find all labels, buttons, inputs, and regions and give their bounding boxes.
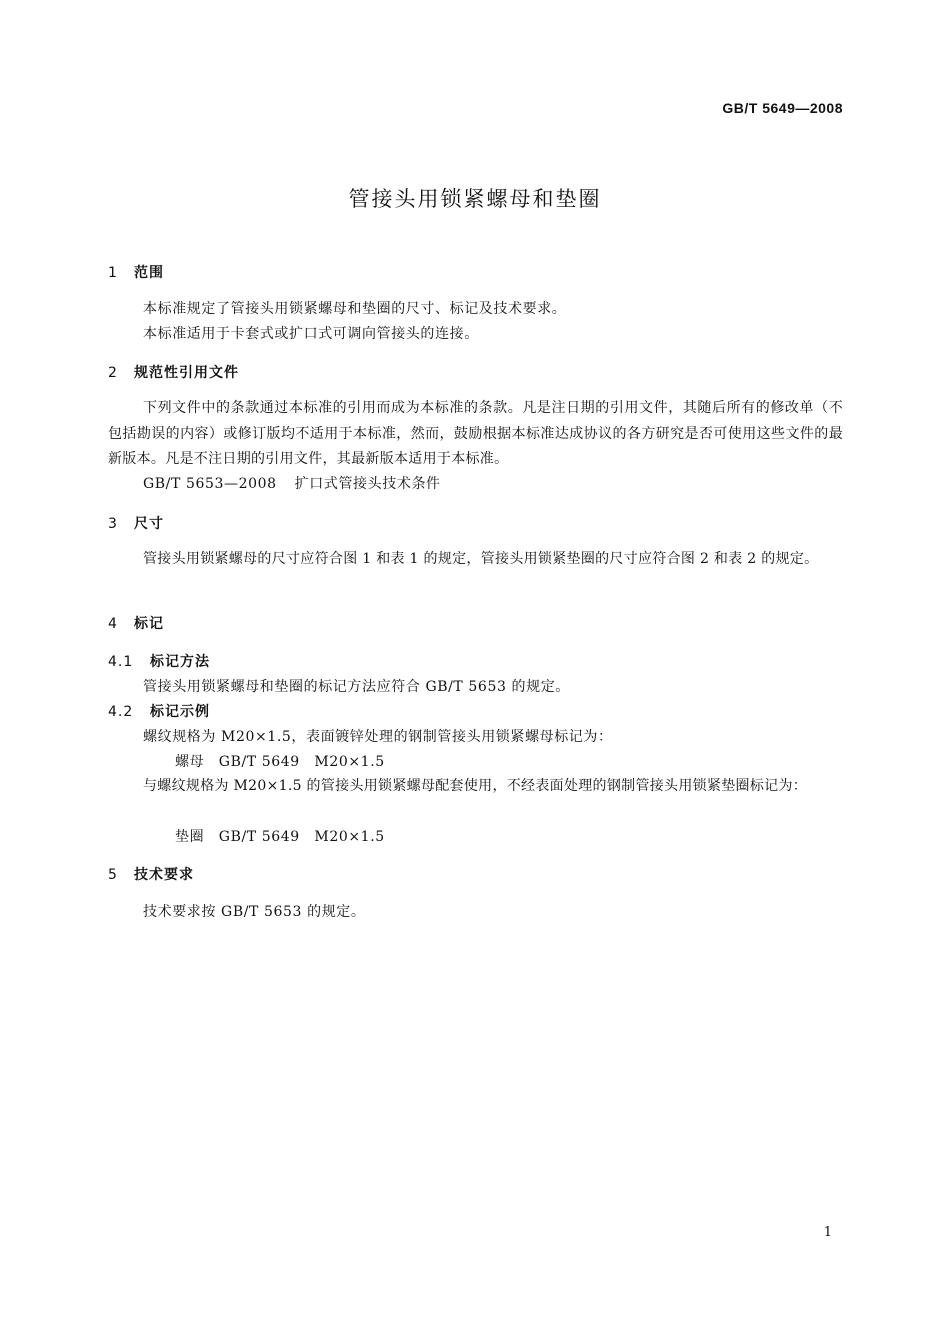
section-2-paragraph-text: 下列文件中的条款通过本标准的引用而成为本标准的条款。凡是注日期的引用文件，其随后所有的修改单（不包括勘误的内容）或修订版均不适用于本标准，然而，鼓励根据本标准达成协议的各方研究是否可使用这些文件的最新版本。凡是不注日期的引用文件，其最新版本适用于本标准。	[108, 400, 843, 467]
section-3-title: 尺寸	[134, 516, 164, 532]
section-2-paragraph	[108, 396, 843, 473]
section-4-title: 标记	[134, 616, 164, 632]
section-4-number: 4	[108, 616, 118, 632]
section-1-title: 范围	[134, 265, 164, 281]
section-2-number: 2	[108, 365, 118, 381]
section-4-1-paragraph: 管接头用锁紧螺母和垫圈的标记方法应符合 GB/T 5653 的规定。	[143, 679, 570, 695]
section-2-heading	[108, 362, 239, 382]
section-4-2-title: 标记示例	[150, 704, 210, 720]
section-4-2-heading	[108, 701, 210, 721]
section-1-paragraph-1: 本标准规定了管接头用锁紧螺母和垫圈的尺寸、标记及技术要求。	[143, 301, 567, 317]
section-5-heading	[108, 864, 194, 884]
section-3-paragraph	[108, 547, 843, 573]
reference-code: GB/T 5653—2008	[143, 476, 277, 492]
section-2-title: 规范性引用文件	[134, 365, 239, 381]
section-5-paragraph: 技术要求按 GB/T 5653 的规定。	[143, 904, 366, 920]
marking-example-washer: 垫圈 GB/T 5649 M20×1.5	[175, 829, 385, 845]
section-4-1-number: 4.1	[108, 654, 134, 670]
reference-title: 扩口式管接头技术条件	[294, 476, 441, 492]
section-4-heading	[108, 613, 164, 633]
section-3-heading	[108, 513, 164, 533]
normative-reference	[143, 473, 441, 493]
section-5-title: 技术要求	[134, 867, 194, 883]
section-4-2-paragraph-2-text: 与螺纹规格为 M20×1.5 的管接头用锁紧螺母配套使用，不经表面处理的钢制管接头用锁紧垫圈标记为：	[143, 778, 808, 794]
document-title: 管接头用锁紧螺母和垫圈	[348, 187, 602, 211]
section-5-number: 5	[108, 867, 118, 883]
section-4-2-number: 4.2	[108, 704, 134, 720]
section-3-paragraph-text: 管接头用锁紧螺母的尺寸应符合图 1 和表 1 的规定，管接头用锁紧垫圈的尺寸应符合图 2 和表 2 的规定。	[143, 551, 819, 567]
section-1-number: 1	[108, 265, 118, 281]
section-3-number: 3	[108, 516, 118, 532]
page-number: 1	[823, 1225, 832, 1240]
section-4-2-paragraph-2	[108, 774, 843, 800]
marking-example-nut: 螺母 GB/T 5649 M20×1.5	[175, 754, 385, 770]
section-4-1-heading	[108, 651, 210, 671]
section-4-2-paragraph-1: 螺纹规格为 M20×1.5，表面镀锌处理的钢制管接头用锁紧螺母标记为：	[143, 729, 613, 745]
section-1-heading	[108, 262, 164, 282]
section-1-paragraph-2: 本标准适用于卡套式或扩口式可调向管接头的连接。	[143, 326, 479, 342]
section-4-1-title: 标记方法	[150, 654, 210, 670]
standard-number: GB/T 5649—2008	[722, 100, 843, 116]
